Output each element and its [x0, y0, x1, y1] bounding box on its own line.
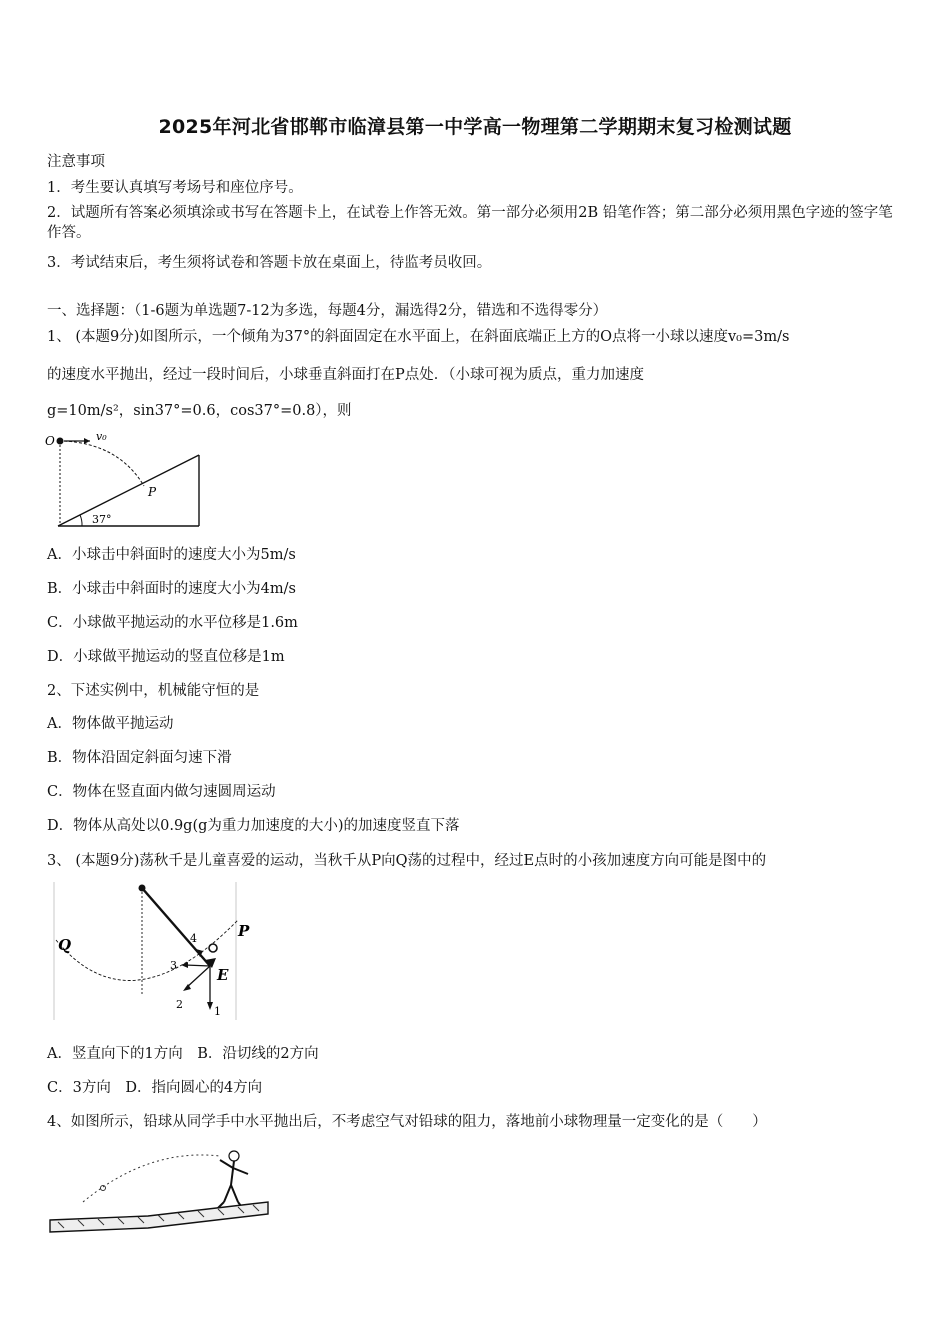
q4-shotput-figure — [48, 1140, 272, 1240]
label-3: 3 — [170, 959, 177, 972]
label-v0: v₀ — [96, 430, 107, 443]
label-4: 4 — [190, 932, 197, 945]
label-p: P — [148, 485, 157, 499]
q1-stem-line1: 1、 (本题9分)如图所示，一个倾角为37°的斜面固定在水平面上，在斜面底端正上方的O点将一小球以速度v₀=3m/s — [47, 329, 790, 345]
page-title: 2025年河北省邯郸市临漳县第一中学高一物理第二学期期末复习检测试题 — [158, 116, 792, 138]
q3-swing-figure — [50, 880, 260, 1025]
notes-heading: 注意事项 — [47, 154, 105, 170]
q2-option-d: D．物体从高处以0.9g(g为重力加速度的大小)的加速度竖直下落 — [47, 818, 460, 834]
q1-option-d: D．小球做平抛运动的竖直位移是1m — [47, 649, 285, 665]
label-q: Q — [58, 936, 72, 954]
q3-options-line2: C．3方向 D．指向圆心的4方向 — [47, 1080, 263, 1096]
q2-stem: 2、下述实例中，机械能守恒的是 — [47, 683, 260, 699]
q1-option-b: B．小球击中斜面时的速度大小为4m/s — [47, 581, 296, 597]
note-item-1: 1．考生要认真填写考场号和座位序号。 — [47, 180, 303, 196]
q1-incline-figure — [44, 430, 204, 532]
q1-stem-line3: g=10m/s²，sin37°=0.6，cos37°=0.8），则 — [47, 403, 352, 419]
note-item-3: 3．考试结束后，考生须将试卷和答题卡放在桌面上，待监考员收回。 — [47, 255, 492, 271]
label-angle: 37° — [92, 513, 112, 526]
q4-stem: 4、如图所示，铅球从同学手中水平抛出后，不考虑空气对铅球的阻力，落地前小球物理量一定变化的是（ ） — [47, 1114, 767, 1130]
label-1: 1 — [214, 1005, 221, 1018]
label-2: 2 — [176, 998, 183, 1011]
q1-option-c: C．小球做平抛运动的水平位移是1.6m — [47, 615, 298, 631]
q2-option-b: B．物体沿固定斜面匀速下滑 — [47, 750, 232, 766]
note-item-2: 2．试题所有答案必须填涂或书写在答题卡上，在试卷上作答无效。第一部分必须用2B 铅笔作答；第二部分必须用黑色字迹的签字笔作答。 — [47, 205, 893, 241]
label-p: P — [238, 922, 250, 940]
section-heading: 一、选择题：（1-6题为单选题7-12为多选，每题4分，漏选得2分，错选和不选得零分） — [47, 303, 608, 319]
q1-option-a: A．小球击中斜面时的速度大小为5m/s — [47, 547, 296, 563]
q2-option-a: A．物体做平抛运动 — [47, 716, 174, 732]
q3-options-line1: A．竖直向下的1方向 B．沿切线的2方向 — [47, 1046, 319, 1062]
q2-option-c: C．物体在竖直面内做匀速圆周运动 — [47, 784, 276, 800]
label-o: O — [45, 434, 55, 448]
label-e: E — [217, 966, 229, 984]
q3-stem: 3、 (本题9分)荡秋千是儿童喜爱的运动，当秋千从P向Q荡的过程中，经过E点时的小孩加速度方向可能是图中的 — [47, 853, 767, 869]
q1-stem-line2: 的速度水平抛出，经过一段时间后，小球垂直斜面打在P点处．（小球可视为质点，重力加速度 — [47, 367, 645, 383]
